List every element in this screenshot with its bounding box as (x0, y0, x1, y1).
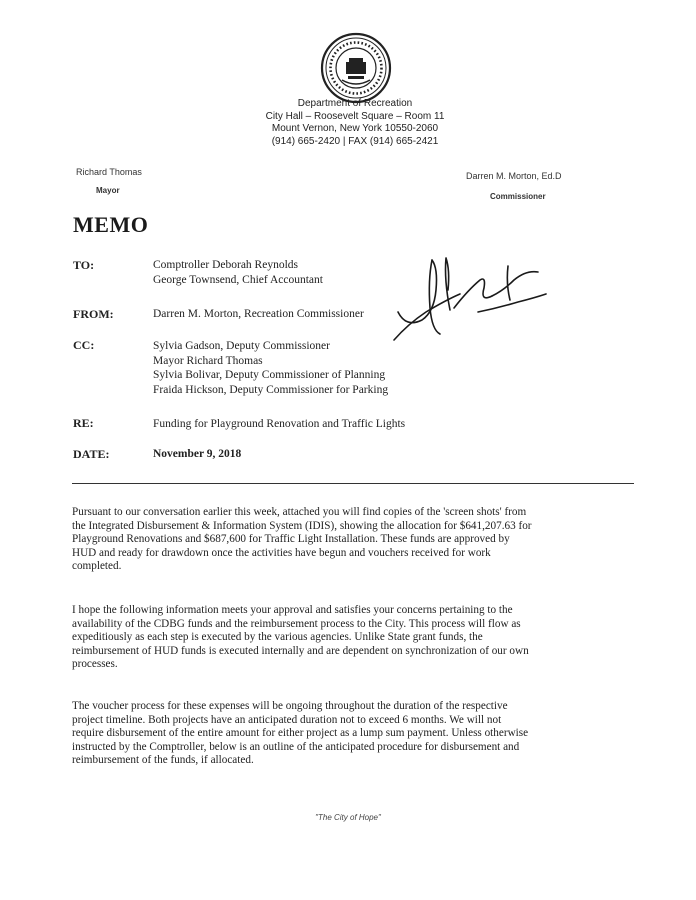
phone-fax: (914) 665-2420 | FAX (914) 665-2421 (271, 135, 439, 147)
memo-title: MEMO (73, 212, 149, 237)
body-line: the Integrated Disbursement & Information System (IDIS), showing the allocation for $641,207.63 for (72, 519, 532, 532)
body-line: HUD and ready for drawdown once the activities have begun and vouchers received for work (72, 546, 491, 559)
body-line: project timeline. Both projects have an anticipated duration not to exceed 6 months. We will not (72, 713, 502, 726)
mayor-title: Mayor (96, 186, 120, 195)
from-label: FROM: (73, 307, 114, 321)
body-paragraph-3 (72, 700, 632, 768)
to-recipients (153, 258, 323, 287)
address-line-2: Mount Vernon, New York 10550-2060 (271, 123, 439, 134)
cc-label: CC: (73, 338, 95, 352)
body-line: availability of the CDBG funds and the reimbursement process to the City. This process will flow as (72, 617, 521, 630)
body-line: reimbursement of HUD funds is executed internally and are dependent on synchronization of our own (72, 644, 529, 657)
letterhead (230, 98, 480, 148)
body-line: Playground Renovations and $687,600 for Traffic Light Installation. These funds are approved by (72, 533, 510, 546)
body-line: reimbursement of the funds, if allocated. (72, 754, 254, 767)
to-recipient: Comptroller Deborah Reynolds (153, 259, 299, 271)
department-name: Department of Recreation (297, 98, 413, 109)
commissioner-title: Commissioner (490, 192, 546, 201)
body-line: Pursuant to our conversation earlier this week, attached you will find copies of the 'screen shots' from (72, 506, 527, 518)
cc-recipient: Sylvia Bolivar, Deputy Commissioner of Planning (153, 369, 386, 381)
body-line: expeditiously as each step is executed by the various agencies. Unlike State grant funds, the (72, 631, 483, 644)
from-sender: Darren M. Morton, Recreation Commissioner (153, 308, 364, 320)
cc-recipient: Fraida Hickson, Deputy Commissioner for Parking (153, 383, 389, 396)
city-seal-icon (320, 32, 392, 104)
signature (388, 250, 558, 350)
re-label: RE: (73, 416, 94, 430)
body-line: processes. (72, 658, 118, 671)
address-line-1: City Hall – Roosevelt Square – Room 11 (265, 110, 445, 122)
mayor-name: Richard Thomas (76, 167, 142, 177)
body-line: The voucher process for these expenses will be ongoing throughout the duration of the respective (72, 700, 508, 712)
cc-recipients (153, 339, 388, 397)
re-subject: Funding for Playground Renovation and Traffic Lights (153, 418, 406, 430)
body-line: I hope the following information meets your approval and satisfies your concerns pertaining to the (72, 604, 513, 616)
cc-recipient: Sylvia Gadson, Deputy Commissioner (153, 340, 330, 352)
body-line: instructed by the Comptroller, below is an outline of the anticipated procedure for disbursement and (72, 740, 520, 753)
city-tagline: "The City of Hope" (315, 813, 381, 822)
to-recipient: George Townsend, Chief Accountant (153, 273, 323, 286)
body-line: completed. (72, 560, 122, 573)
commissioner-name: Darren M. Morton, Ed.D (466, 171, 562, 181)
cc-recipient: Mayor Richard Thomas (153, 354, 263, 367)
divider-rule (72, 483, 634, 484)
body-paragraph-2 (72, 604, 632, 672)
date-label: DATE: (73, 447, 110, 461)
body-line: require disbursement of the entire amount for either project as a lump sum payment. Unless otherwise (72, 727, 529, 740)
memo-date: November 9, 2018 (153, 448, 242, 460)
to-label: TO: (73, 258, 95, 272)
body-paragraph-1 (72, 506, 632, 574)
